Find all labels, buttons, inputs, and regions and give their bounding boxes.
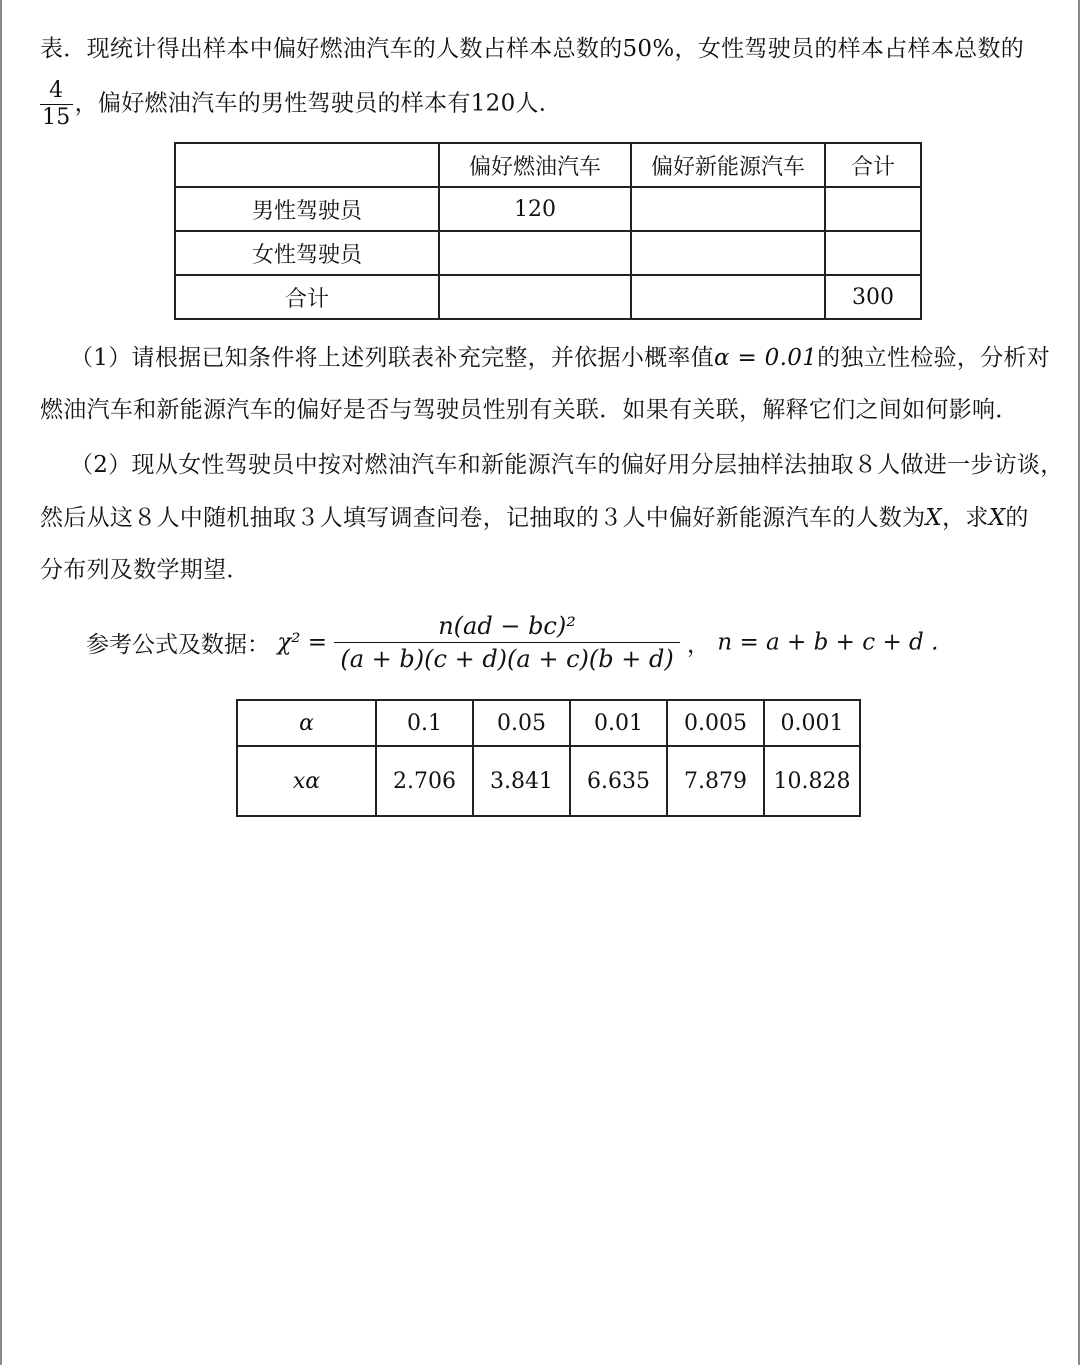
alpha-expression: α = 0.01 <box>714 345 818 371</box>
table-cell <box>631 187 825 231</box>
table-cell <box>825 231 921 275</box>
critical-value-row <box>237 746 860 816</box>
table-cell: 0.005 <box>667 700 764 746</box>
table-cell <box>439 275 631 319</box>
alpha-row <box>237 700 860 746</box>
n-expression: n = a + b + c + d . <box>717 629 939 656</box>
contingency-header-cell <box>175 143 439 187</box>
fraction-4-15: $\frac{4}{15}$ <box>42 78 71 130</box>
page-border-left <box>0 0 2 1365</box>
table-cell: 3.841 <box>473 746 570 816</box>
formula-denominator: (a + b)(c + d)(a + c)(b + d) <box>340 645 674 673</box>
contingency-header-cell: 合计 <box>825 143 921 187</box>
table-cell: 7.879 <box>667 746 764 816</box>
table-cell: 男性驾驶员 <box>175 187 439 231</box>
table-cell: 10.828 <box>764 746 860 816</box>
x-alpha-header: xα <box>237 746 376 816</box>
question-2-line-2: 然后从这８人中随机抽取３人填写调查问卷，记抽取的３人中偏好新能源汽车的人数为X，求X的 <box>40 505 1029 531</box>
table-cell: 女性驾驶员 <box>175 231 439 275</box>
formula-label: 参考公式及数据： <box>86 632 270 658</box>
alpha-header: α <box>237 700 376 746</box>
table-cell: 0.1 <box>376 700 473 746</box>
contingency-table <box>174 142 922 320</box>
question-2-line-3: 分布列及数学期望． <box>40 557 250 583</box>
contingency-header-cell: 偏好燃油汽车 <box>439 143 631 187</box>
table-cell: 2.706 <box>376 746 473 816</box>
table-cell: 合计 <box>175 275 439 319</box>
variable-x: X <box>988 505 1006 531</box>
contingency-header-row <box>175 143 921 187</box>
question-1-line-2: 燃油汽车和新能源汽车的偏好是否与驾驶员性别有关联．如果有关联，解释它们之间如何影响． <box>40 397 1019 423</box>
critical-value-table <box>236 699 861 817</box>
table-cell: 120 <box>439 187 631 231</box>
table-cell: 300 <box>825 275 921 319</box>
question-2-line-1: （2）现从女性驾驶员中按对燃油汽车和新能源汽车的偏好用分层抽样法抽取８人做进一步访谈， <box>70 452 1064 478</box>
table-cell: 0.001 <box>764 700 860 746</box>
table-cell: 0.01 <box>570 700 667 746</box>
chi-square-formula: 参考公式及数据： χ² = $\frac{\text{n(ad − bc)²}}{(a + b)(c + d)(a + c)(b + d)}$ ， n = a + b + c + d . <box>86 612 939 673</box>
problem-line-1: 表．现统计得出样本中偏好燃油汽车的人数占样本总数的50%，女性驾驶员的样本占样本总数的 <box>40 36 1025 62</box>
table-cell: 6.635 <box>570 746 667 816</box>
table-cell <box>631 275 825 319</box>
table-cell <box>825 187 921 231</box>
contingency-row-total <box>175 275 921 319</box>
contingency-row-female <box>175 231 921 275</box>
table-cell <box>439 231 631 275</box>
formula-lhs: χ² = <box>277 629 328 656</box>
variable-x: X <box>925 505 943 531</box>
table-cell: 0.05 <box>473 700 570 746</box>
formula-numerator: n(ad − bc)² <box>334 612 679 643</box>
question-1-line-1: （1）请根据已知条件将上述列联表补充完整，并依据小概率值α = 0.01的独立性检验，分析对 <box>70 345 1051 371</box>
contingency-row-male <box>175 187 921 231</box>
table-cell <box>631 231 825 275</box>
problem-line-2: $\frac{4}{15}$ ，偏好燃油汽车的男性驾驶员的样本有120人． <box>42 78 563 130</box>
formula-fraction <box>334 612 679 673</box>
contingency-header-cell: 偏好新能源汽车 <box>631 143 825 187</box>
